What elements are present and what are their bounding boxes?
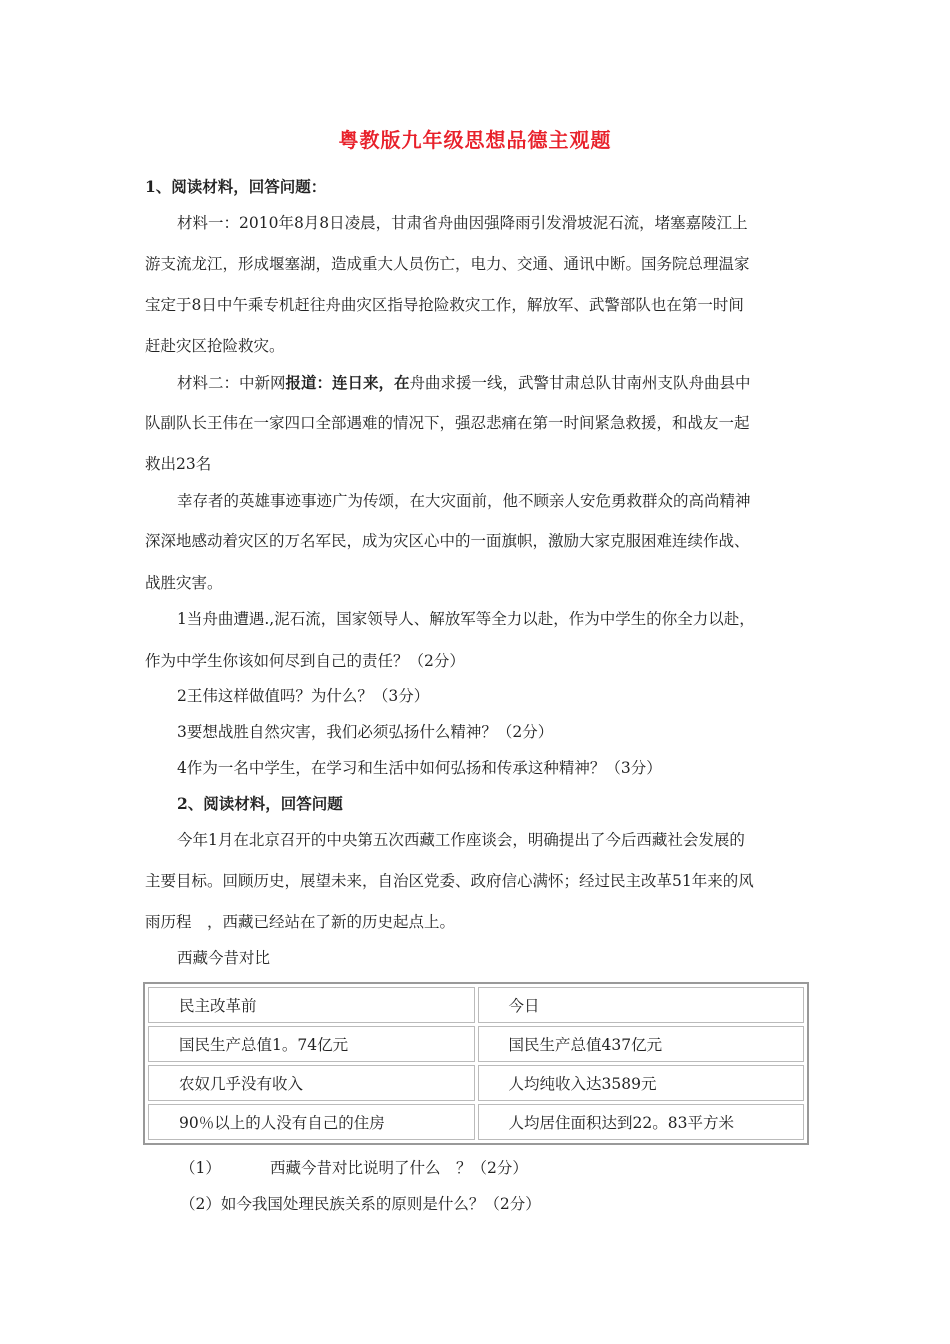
comparison-table	[143, 982, 809, 1145]
table-cell: 国民生产总值1。74亿元	[148, 1026, 475, 1062]
q1-m2-line	[177, 372, 751, 394]
q1-heading: 1、阅读材料，回答问题：	[145, 177, 327, 196]
table-cell: 今日	[478, 987, 805, 1023]
q1-m3-line: 幸存者的英雄事迹事迹广为传颂，在大灾面前，他不顾亲人安危勇救群众的高尚精神	[177, 492, 751, 510]
q1-m1-line: 游支流龙江，形成堰塞湖，造成重大人员伤亡，电力、交通、通讯中断。国务院总理温家	[145, 255, 750, 273]
table-row	[148, 987, 804, 1023]
q1-m2-prefix: 材料二：中新网	[177, 374, 286, 392]
q2-sub2: （2）如今我国处理民族关系的原则是什么？（2分）	[180, 1195, 541, 1213]
q2-sub1-number: （1）	[180, 1159, 221, 1177]
q1-sub1-line: 1当舟曲遭遇.,泥石流，国家领导人、解放军等全力以赴，作为中学生的你全力以赴，	[177, 610, 755, 628]
q1-m1-line: 赶赴灾区抢险救灾。	[145, 337, 285, 355]
q1-m1-line: 材料一：2010年8月8日凌晨，甘肃省舟曲因强降雨引发滑坡泥石流，堵塞嘉陵江上	[177, 214, 748, 232]
document-title: 粤教版九年级思想品德主观题	[338, 128, 612, 152]
q1-m2-line: 救出23名	[145, 455, 212, 473]
q1-m3-line: 战胜灾害。	[145, 574, 223, 592]
table-cell: 90％以上的人没有自己的住房	[148, 1104, 475, 1140]
q1-sub4: 4作为一名中学生，在学习和生活中如何弘扬和传承这种精神？（3分）	[177, 759, 662, 777]
q1-m1-line: 宝定于8日中午乘专机赶往舟曲灾区指导抢险救灾工作，解放军、武警部队也在第一时间	[145, 296, 744, 314]
q1-m2-rest: 舟曲求援一线，武警甘肃总队甘南州支队舟曲县中	[409, 374, 751, 392]
q2-sub1-text: 西藏今昔对比说明了什么 ？（2分）	[270, 1159, 528, 1177]
table-cell: 国民生产总值437亿元	[478, 1026, 805, 1062]
q1-m2-line: 队副队长王伟在一家四口全部遇难的情况下，强忍悲痛在第一时间紧急救援，和战友一起	[145, 414, 750, 432]
q2-para-line: 雨历程 ，西藏已经站在了新的历史起点上。	[145, 913, 456, 931]
table-row	[148, 1026, 804, 1062]
q1-m3-line: 深深地感动着灾区的万名军民，成为灾区心中的一面旗帜，激励大家克服困难连续作战、	[145, 532, 750, 550]
q1-sub1-line: 作为中学生你该如何尽到自己的责任？（2分）	[145, 652, 465, 670]
table-cell: 人均居住面积达到22。83平方米	[478, 1104, 805, 1140]
table-caption: 西藏今昔对比	[177, 949, 271, 967]
table-row	[148, 1065, 804, 1101]
q2-heading: 2、阅读材料，回答问题	[177, 794, 343, 813]
table-cell: 农奴几乎没有收入	[148, 1065, 475, 1101]
q2-para-line: 主要目标。回顾历史，展望未来，自治区党委、政府信心满怀；经过民主改革51年来的风	[145, 872, 754, 890]
table-cell: 人均纯收入达3589元	[478, 1065, 805, 1101]
table-cell: 民主改革前	[148, 987, 475, 1023]
table-row	[148, 1104, 804, 1140]
q1-sub2: 2王伟这样做值吗？为什么？（3分）	[177, 687, 430, 705]
q2-para-line: 今年1月在北京召开的中央第五次西藏工作座谈会，明确提出了今后西藏社会发展的	[177, 831, 745, 849]
q1-m2-bold: 报道：连日来，在	[285, 373, 410, 392]
q1-sub3: 3要想战胜自然灾害，我们必须弘扬什么精神？（2分）	[177, 723, 554, 741]
